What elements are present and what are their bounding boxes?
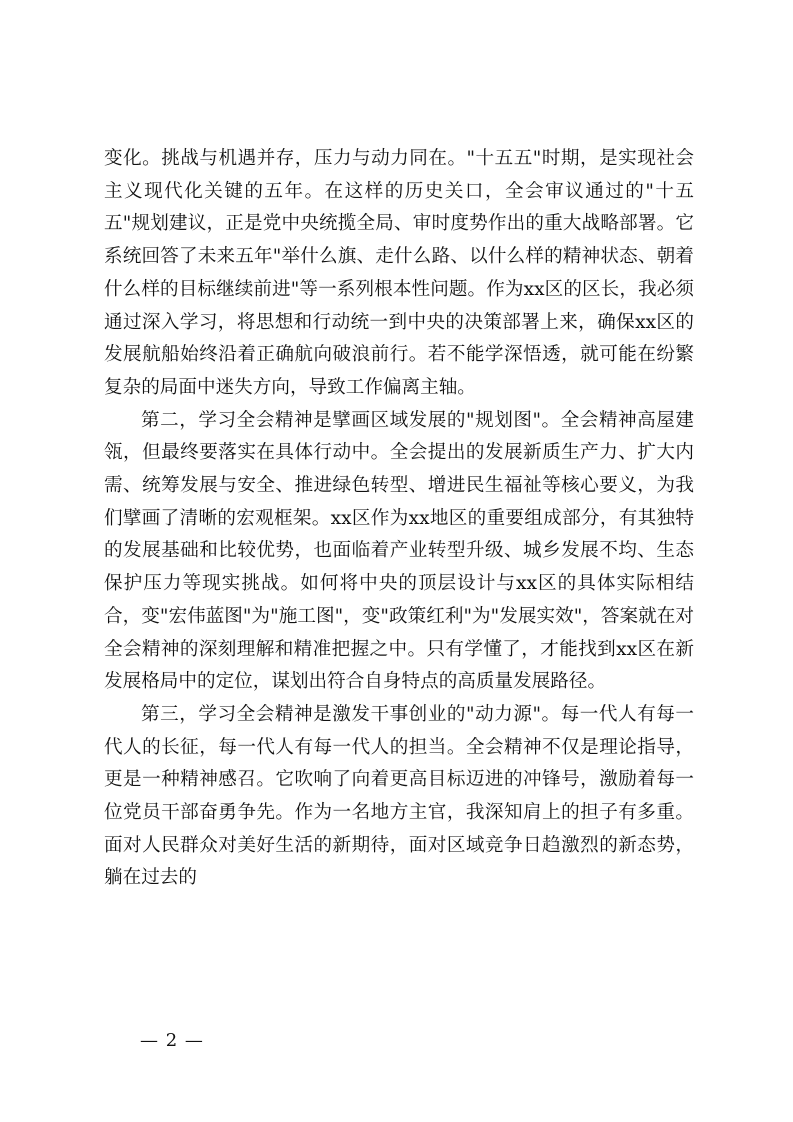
page-number: — 2 — [140, 1030, 204, 1051]
document-body [104, 143, 694, 895]
paragraph-3: 第三，学习全会精神是激发干事创业的"动力源"。每一代人有每一代人的长征，每一代人有每一代人的担当。全会精神不仅是理论指导，更是一种精神感召。它吹响了向着更高目标迈进的冲锋号，激励着每一位党员干部奋勇争先。作为一名地方主官，我深知肩上的担子有多重。面对人民群众对美好生活的新期待，面对区域竞争日趋激烈的新态势，躺在过去的 [104, 703, 694, 889]
paragraph-2: 第二，学习全会精神是擘画区域发展的"规划图"。全会精神高屋建瓴，但最终要落实在具体行动中。全会提出的发展新质生产力、扩大内需、统筹发展与安全、推进绿色转型、增进民生福祉等核心要义，为我们擘画了清晰的宏观框架。xx区作为xx地区的重要组成部分，有其独特的发展基础和比较优势，也面临着产业转型升级、城乡发展不均、生态保护压力等现实挑战。如何将中央的顶层设计与xx区的具体实际相结合，变"宏伟蓝图"为"施工图"，变"政策红利"为"发展实效"，答案就在对全会精神的深刻理解和精准把握之中。只有学懂了，才能找到xx区在新发展格局中的定位，谋划出符合自身特点的高质量发展路径。 [104, 409, 694, 693]
paragraph-1: 变化。挑战与机遇并存，压力与动力同在。"十五五"时期，是实现社会主义现代化关键的五年。在这样的历史关口，全会审议通过的"十五五"规划建议，正是党中央统揽全局、审时度势作出的重大战略部署。它系统回答了未来五年"举什么旗、走什么路、以什么样的精神状态、朝着什么样的目标继续前进"等一系列根本性问题。作为xx区的区长，我必须通过深入学习，将思想和行动统一到中央的决策部署上来，确保xx区的发展航船始终沿着正确航向破浪前行。若不能学深悟透，就可能在纷繁复杂的局面中迷失方向，导致工作偏离主轴。 [104, 148, 694, 398]
